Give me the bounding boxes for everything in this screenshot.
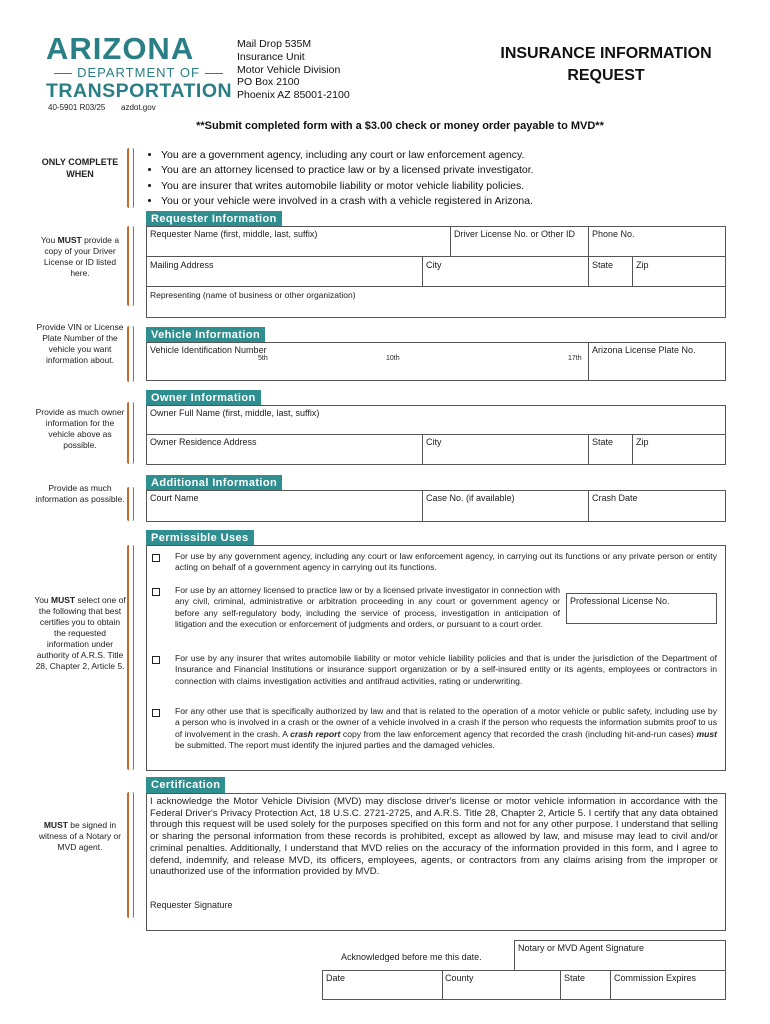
bracket — [127, 545, 134, 770]
use-4-checkbox[interactable] — [152, 709, 160, 717]
requester-signature-field[interactable]: Requester Signature — [150, 900, 233, 910]
vin-tick-10: 10th — [386, 355, 400, 362]
form-title: INSURANCE INFORMATION REQUEST — [500, 45, 712, 84]
use-3-text: For use by any insurer that writes automobile liability or motor vehicle liability policies and that is under the jurisdiction of the Department of Insurance and Financial Institutions or insurance support organization or by a self-insured entity or its agents, employees or contractors in connection with claims investigation activities and antifraud activities, rating or underwriting. — [175, 653, 717, 686]
address-line: Motor Vehicle Division — [237, 63, 341, 76]
owner-state-field[interactable]: State — [592, 437, 614, 447]
vin-field[interactable]: Vehicle Identification Number — [150, 345, 267, 355]
owner-city-field[interactable]: City — [426, 437, 442, 447]
adot-logo — [46, 33, 231, 103]
crash-date-field[interactable]: Crash Date — [592, 493, 638, 503]
address-line: Insurance Unit — [237, 50, 305, 63]
bracket — [127, 402, 134, 464]
commission-expires-field[interactable]: Commission Expires — [614, 973, 697, 983]
requester-header: Requester Information — [146, 211, 282, 227]
permissible-side-note: You MUST select one of the following that best certifies you to obtain the requested information under authority of A.R.S. Title 28, Chapter 2, Article 5. — [34, 595, 126, 671]
bracket — [127, 792, 134, 918]
owner-address-field[interactable]: Owner Residence Address — [150, 437, 257, 447]
condition-item: • You are an attorney licensed to practice law or by a licensed private investigator. — [161, 163, 761, 178]
only-complete-label: ONLY COMPLETE WHEN — [41, 157, 119, 179]
requester-name-field[interactable]: Requester Name (first, middle, last, suffix) — [150, 229, 318, 239]
certification-side-note: MUST be signed in witness of a Notary or MVD agent. — [38, 820, 122, 852]
requester-side-note: You MUST provide a copy of your Driver License or ID listed here. — [40, 235, 120, 278]
certification-text: I acknowledge the Motor Vehicle Division (MVD) may disclose driver's license or motor vehicle information in accordance with the Federal Driver's Privacy Protection Act, 18 U.S.C. 2721-2725, and A.R.S. Title 28, Chapter 2, Article 5. I certify that any data obtained through this request will be used solely for the purposes specified on this form and not for any other purpose. I understand that selling or sharing the personal information from these records is prohibited, except as allowed by law, and misuse may lead to civil and/or criminal penalties. Additionally, I understand that MVD relies on the accuracy of the information provided in this form, and I agree to defend, indemnify, and release MVD, its officers, employees, agents, or contractors from any claims arising from the improper or unauthorized use of the information provided by MVD. — [150, 796, 718, 878]
logo-transportation: TRANSPORTATION — [46, 80, 233, 102]
zip-field[interactable]: Zip — [636, 260, 649, 270]
condition-item: • You are insurer that writes automobile liability or motor vehicle liability policies. — [161, 179, 761, 194]
vin-tick-17: 17th — [568, 355, 582, 362]
license-plate-field[interactable]: Arizona License Plate No. — [592, 345, 696, 355]
owner-name-field[interactable]: Owner Full Name (first, middle, last, suffix) — [150, 408, 320, 418]
owner-header: Owner Information — [146, 390, 261, 406]
logo-arizona: ARIZONA — [46, 31, 195, 66]
owner-zip-field[interactable]: Zip — [636, 437, 649, 447]
professional-license-label: Professional License No. — [570, 596, 670, 606]
address-line: PO Box 2100 — [237, 76, 300, 89]
notary-county-field[interactable]: County — [445, 973, 474, 983]
address-line: Mail Drop 535M — [237, 38, 312, 50]
owner-side-note: Provide as much owner information for the vehicle above as possible. — [35, 407, 125, 450]
form-number: 40-5901 R03/25 — [48, 103, 106, 112]
use-1-text: For use by any government agency, including any court or law enforcement agency, in carrying out its functions or any private person or entity acting on behalf of a government agency in carrying out its functions. — [175, 551, 717, 573]
permissible-header: Permissible Uses — [146, 530, 254, 546]
logo-department-of: DEPARTMENT OF — [46, 66, 231, 80]
acknowledged-text: Acknowledged before me this date. — [341, 952, 482, 962]
use-2-text: For use by an attorney licensed to practice law or by a licensed private investigator in connection with any civil, criminal, administrative or arbitration proceeding in any court or government agency or before any self-regulatory body, including the service of process, investigation in anticipation of litigation and the execution or enforcement of judgments and orders, or pursuant to a court order. — [175, 585, 561, 629]
bracket — [127, 487, 134, 521]
agent-signature-field[interactable]: Notary or MVD Agent Signature — [518, 943, 645, 953]
use-1-checkbox[interactable] — [152, 554, 160, 562]
use-2-checkbox[interactable] — [152, 588, 160, 596]
address-line: Phoenix AZ 85001-2100 — [237, 89, 350, 102]
court-name-field[interactable]: Court Name — [150, 493, 199, 503]
vehicle-header: Vehicle Information — [146, 327, 265, 343]
vehicle-side-note: Provide VIN or License Plate Number of the vehicle you want information about. — [36, 322, 124, 365]
driver-license-field[interactable]: Driver License No. or Other ID — [454, 229, 576, 239]
bracket — [127, 226, 134, 306]
professional-license-field[interactable] — [566, 593, 717, 624]
submit-note: **Submit completed form with a $3.00 check or money order payable to MVD** — [196, 120, 604, 132]
condition-item: • You or your vehicle were involved in a crash with a vehicle registered in Arizona. — [161, 194, 761, 209]
only-complete-list — [143, 148, 761, 209]
representing-field[interactable]: Representing (name of business or other organization) — [150, 290, 356, 300]
requester-section — [146, 226, 726, 318]
additional-side-note: Provide as much information as possible. — [35, 483, 125, 504]
case-number-field[interactable]: Case No. (if available) — [426, 493, 515, 503]
bracket — [127, 326, 134, 382]
notary-state-field[interactable]: State — [564, 973, 586, 983]
bracket — [127, 148, 134, 208]
vin-tick-5: 5th — [258, 355, 268, 362]
additional-header: Additional Information — [146, 475, 282, 491]
phone-field[interactable]: Phone No. — [592, 229, 635, 239]
website: azdot.gov — [121, 103, 156, 112]
city-field[interactable]: City — [426, 260, 442, 270]
mailing-address-field[interactable]: Mailing Address — [150, 260, 214, 270]
state-field[interactable]: State — [592, 260, 614, 270]
certification-header: Certification — [146, 777, 225, 793]
use-3-checkbox[interactable] — [152, 656, 160, 664]
use-4-text: For any other use that is specifically authorized by law and that is related to the operation of a motor vehicle or public safety, including use by a person who is involved in a crash or the owner of a vehicle involved in a crash if the person who requests the information submits proof to us of involvement in the crash. A crash report copy from the law enforcement agency that recorded the crash (including hit-and-run cases) must be submitted. The report must identify the injured parties and the damaged vehicles. — [175, 706, 717, 750]
condition-item: • You are a government agency, including any court or law enforcement agency. — [161, 148, 761, 163]
mailing-address-block — [237, 38, 350, 102]
notary-date-field[interactable]: Date — [326, 973, 346, 983]
